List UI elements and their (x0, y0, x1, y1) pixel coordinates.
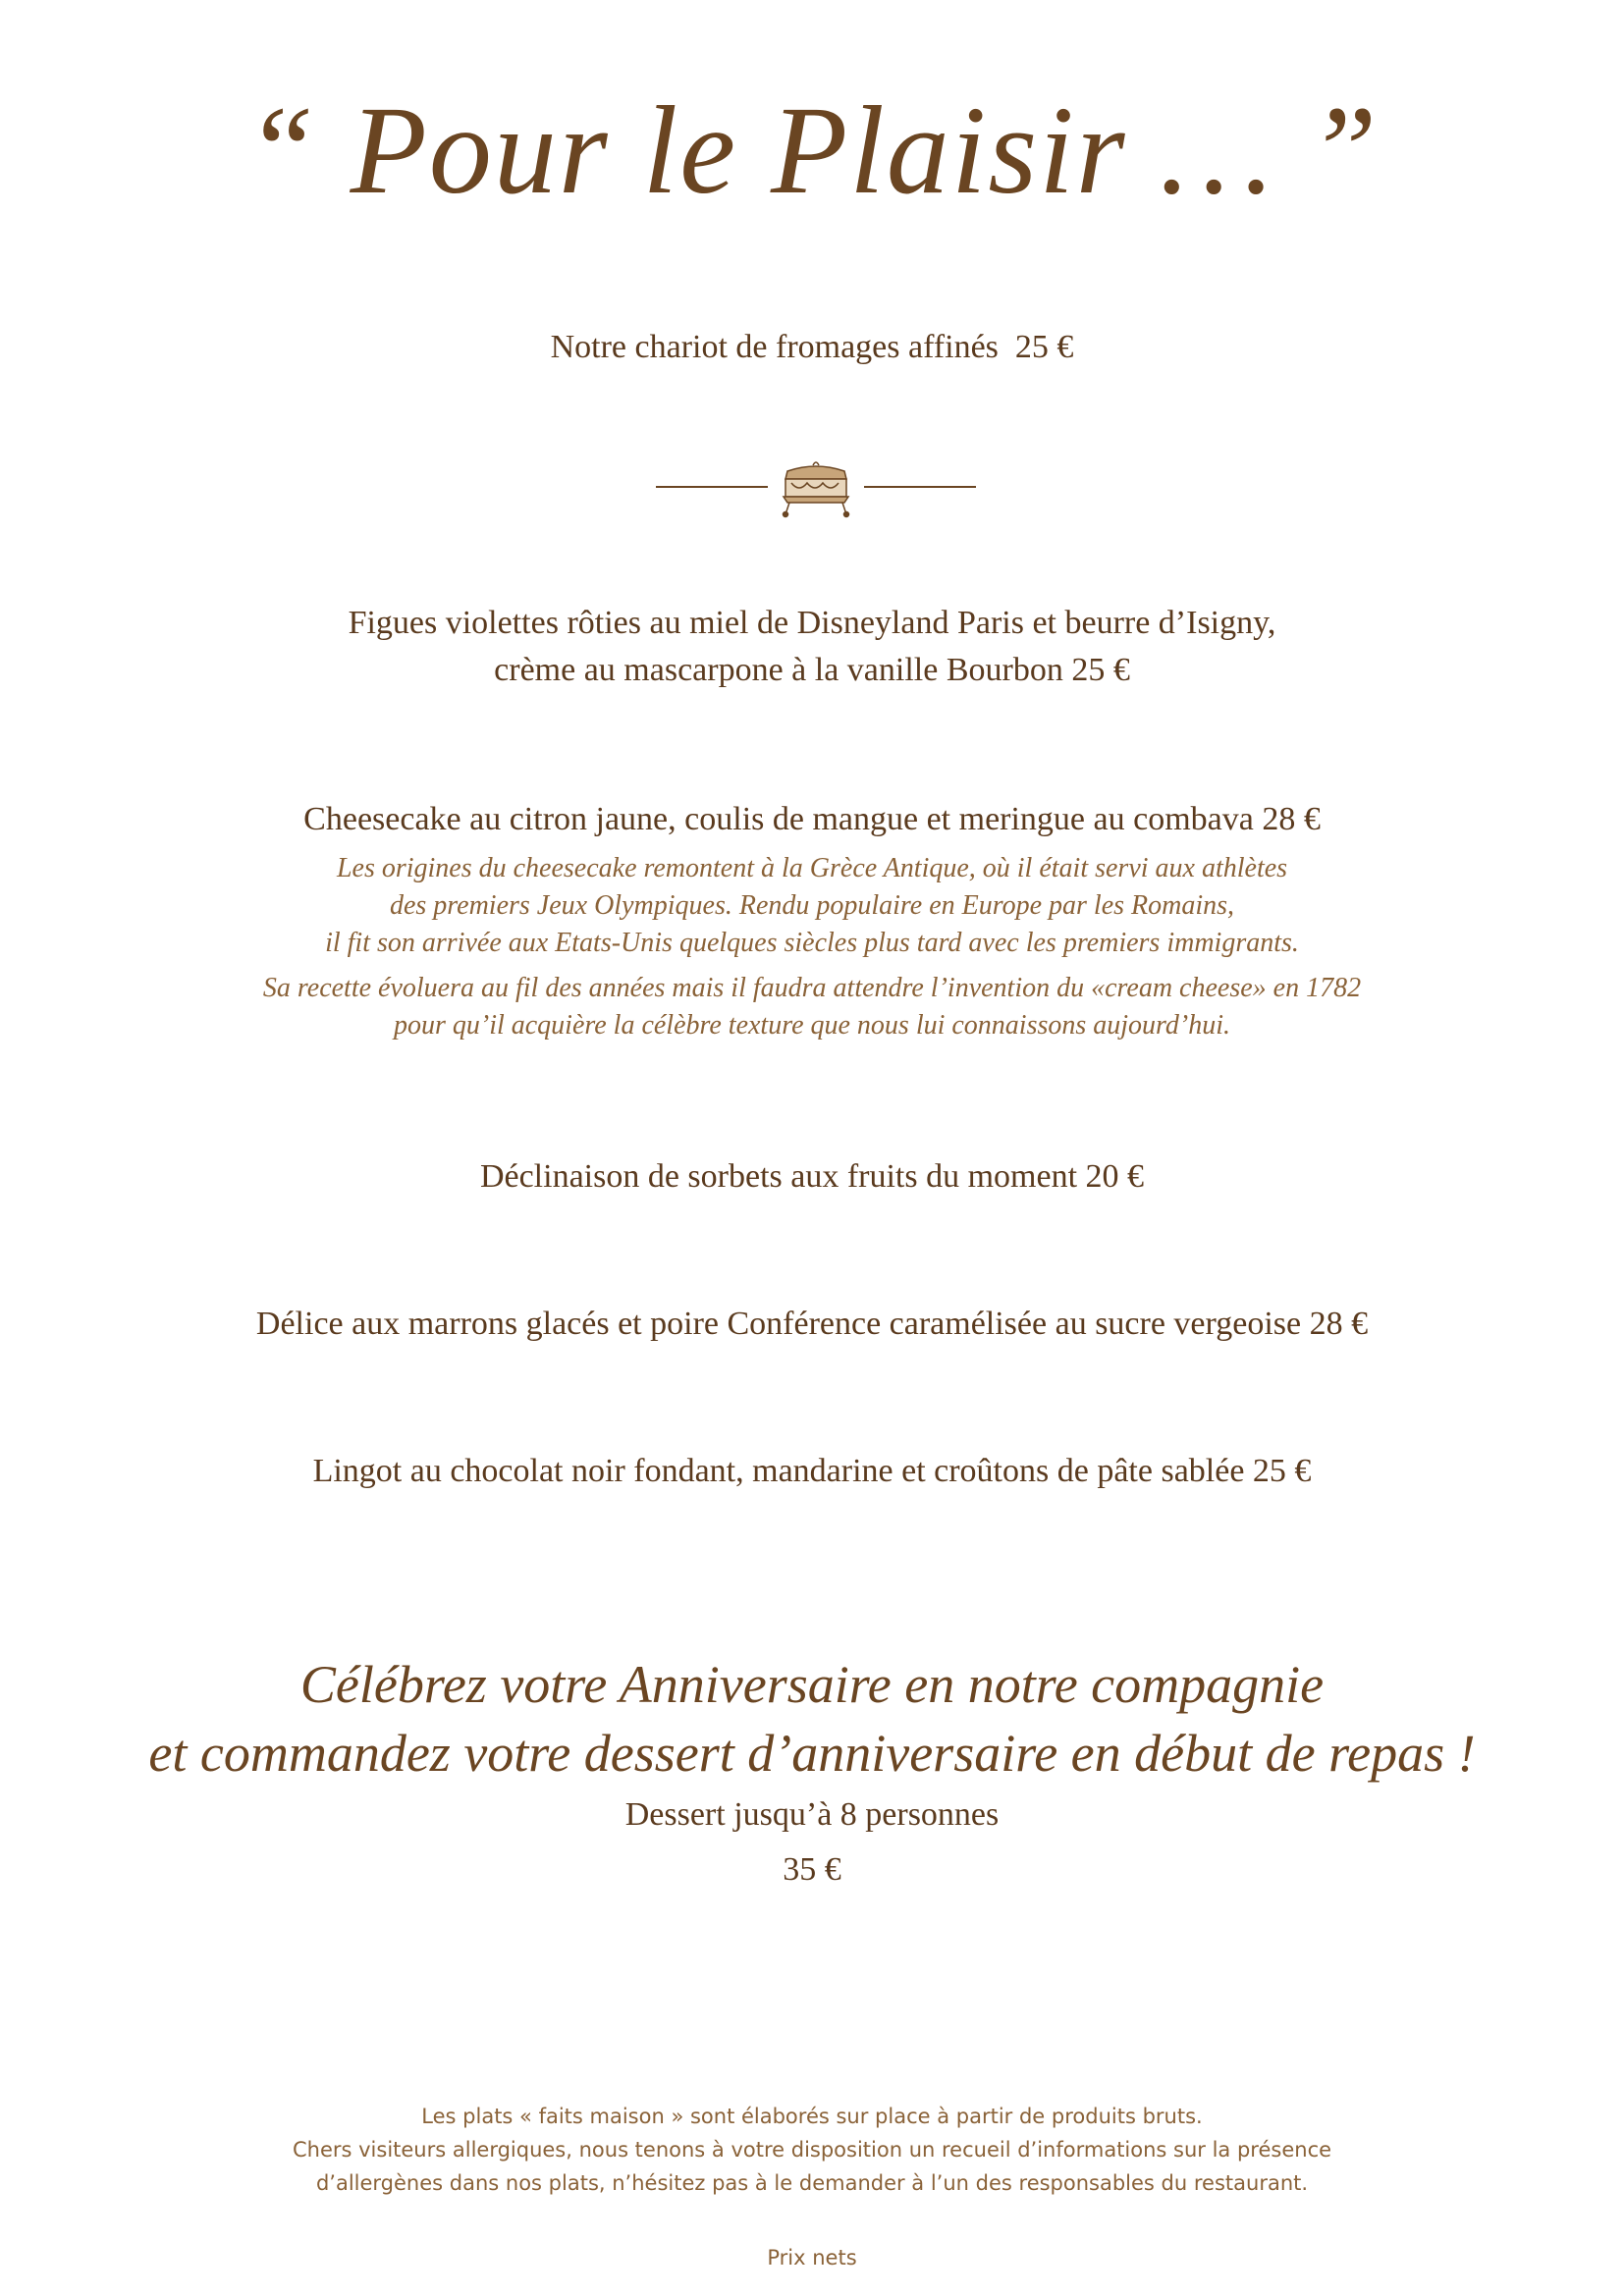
cheesecake-note-line1: Les origines du cheesecake remontent à la Grèce Antique, où il était servi aux athlètes (336, 853, 1288, 883)
cheesecake-note-line5: pour qu’il acquière la célèbre texture que nous lui connaissons aujourd’hui. (393, 1010, 1231, 1041)
celebration-line2: et commandez votre dessert d’anniversaire en début de repas ! (148, 1724, 1476, 1783)
menu-item-marrons: Délice aux marrons glacés et poire Conférence caramélisée au sucre vergeoise 28 € (255, 1306, 1369, 1342)
footer-line3: d’allergènes dans nos plats, n’hésitez pas à le demander à l’un des responsables du restaurant. (315, 2171, 1309, 2195)
menu-item-cheese-label: Notre chariot de fromages affinés (550, 329, 999, 365)
cheesecake-note-line4: Sa recette évoluera au fil des années mais il faudra attendre l’invention du «cream cheese» en 1782 (262, 973, 1362, 1003)
cheese-trolley-icon (784, 462, 849, 517)
page-title: “ Pour le Plaisir … ” (244, 80, 1380, 220)
menu-item-figues-line1: Figues violettes rôties au miel de Disneyland Paris et beurre d’Isigny, (348, 605, 1276, 641)
menu-item-cheese-price: 25 € (1014, 329, 1074, 365)
menu-item-figues-line2: crème au mascarpone à la vanille Bourbon 25 € (494, 652, 1130, 688)
menu-item-cheesecake: Cheesecake au citron jaune, coulis de mangue et meringue au combava 28 € (303, 801, 1321, 837)
celebration-line1: Célébrez votre Anniversaire en notre compagnie (299, 1655, 1325, 1714)
birthday-dessert-detail: Dessert jusqu’à 8 personnes (624, 1796, 1000, 1833)
cheesecake-note-line2: des premiers Jeux Olympiques. Rendu populaire en Europe par les Romains, (389, 890, 1235, 921)
cheesecake-note-line3: il fit son arrivée aux Etats-Unis quelques siècles plus tard avec les premiers immigrants. (325, 928, 1299, 958)
menu-item-cheese (0, 325, 1624, 370)
menu-item-sorbets: Déclinaison de sorbets aux fruits du moment 20 € (479, 1158, 1145, 1195)
footer-line1: Les plats « faits maison » sont élaborés sur place à partir de produits bruts. (421, 2105, 1203, 2128)
birthday-dessert-price: 35 € (783, 1851, 841, 1888)
footer-net-prices: Prix nets (767, 2246, 857, 2269)
menu-item-lingot: Lingot au chocolat noir fondant, mandarine et croûtons de pâte sablée 25 € (312, 1453, 1312, 1489)
footer-line2: Chers visiteurs allergiques, nous tenons à votre disposition un recueil d’informations sur la présence (292, 2138, 1332, 2162)
ornament-divider (0, 459, 1624, 518)
